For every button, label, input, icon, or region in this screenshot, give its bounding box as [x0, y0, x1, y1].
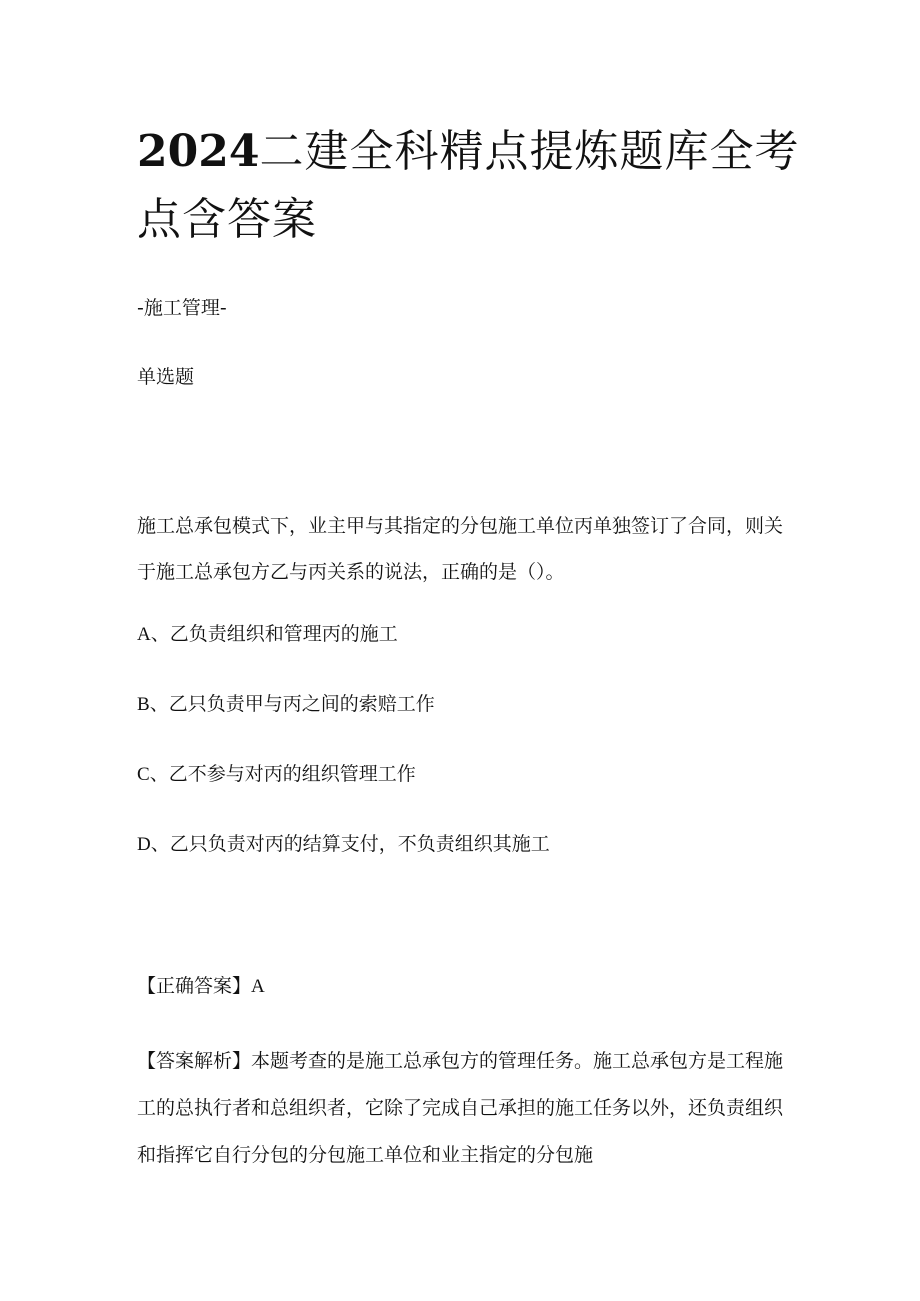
option-text: 、乙负责组织和管理丙的施工 — [150, 623, 398, 645]
option-text: 、乙只负责甲与丙之间的索赔工作 — [149, 693, 435, 715]
correct-answer — [137, 972, 265, 1001]
document-title — [137, 118, 827, 254]
option-letter: D — [137, 834, 151, 855]
option-letter: B — [137, 694, 150, 715]
option-letter: C — [137, 764, 150, 785]
option-c — [137, 760, 416, 789]
correct-answer-value: A — [251, 976, 265, 997]
correct-answer-label: 【正确答案】 — [137, 975, 252, 997]
option-letter: A — [137, 624, 151, 645]
title-text: 二建全科精点提炼题库全考点含答案 — [137, 126, 800, 245]
answer-analysis: 【答案解析】本题考查的是施工总承包方的管理任务。施工总承包方是工程施工的总执行者和总组织者，它除了完成自己承担的施工任务以外，还负责组织和指挥它自行分包的分包施工单位和业主指定的分包施 — [137, 1050, 784, 1166]
title-year: 2024 — [137, 126, 260, 177]
question-type-label: 单选题 — [137, 366, 195, 388]
option-a — [137, 620, 398, 649]
option-d — [137, 830, 550, 859]
question-stem: 施工总承包模式下，业主甲与其指定的分包施工单位丙单独签订了合同，则关于施工总承包方乙与丙关系的说法，正确的是（）。 — [137, 515, 784, 583]
option-b — [137, 690, 435, 719]
option-text: 、乙只负责对丙的结算支付，不负责组织其施工 — [150, 833, 550, 855]
section-label: -施工管理- — [137, 297, 227, 319]
option-text: 、乙不参与对丙的组织管理工作 — [149, 763, 416, 785]
